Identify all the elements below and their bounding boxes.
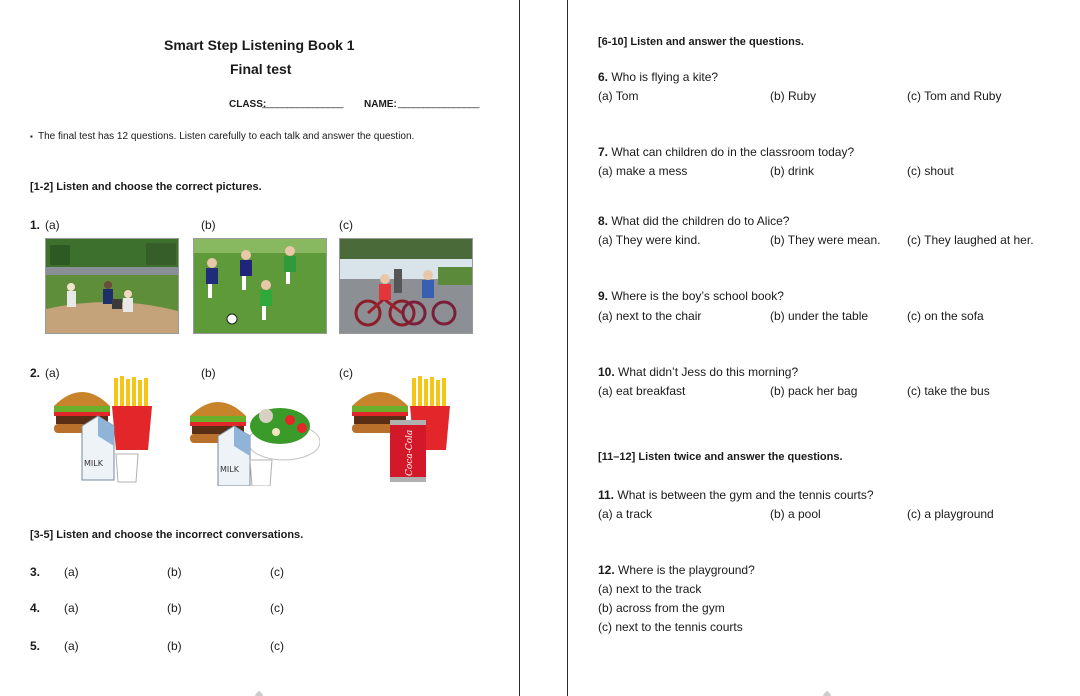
q10-option-c[interactable]: (c) take the bus [907, 384, 990, 398]
question-number-4: 4. [30, 601, 41, 615]
q10-option-a[interactable]: (a) eat breakfast [598, 384, 686, 398]
question-6-text: Who is flying a kite? [611, 70, 719, 84]
question-12 [598, 563, 755, 577]
question-number-10: 10. [598, 365, 615, 379]
salad-icon [248, 408, 320, 460]
question-7-text: What can children do in the classroom today? [611, 145, 855, 159]
section-heading-6-10: [6-10] Listen and answer the questions. [598, 36, 804, 48]
question-number-6: 6. [598, 70, 609, 84]
milk-carton-icon [82, 416, 114, 480]
page-marker-icon [823, 691, 831, 696]
question-number-12: 12. [598, 563, 615, 577]
q11-option-c[interactable]: (c) a playground [907, 507, 994, 521]
svg-text:MILK: MILK [220, 465, 239, 474]
question-8-text: What did the children do to Alice? [611, 214, 790, 228]
q1-option-a[interactable]: (a) [45, 218, 60, 232]
q7-option-c[interactable]: (c) shout [907, 164, 954, 178]
question-number-3: 3. [30, 565, 41, 579]
burger-fries-milk-image[interactable] [52, 376, 184, 486]
question-number-11: 11. [598, 488, 615, 502]
q2-option-a[interactable]: (a) [45, 366, 60, 380]
question-number-7: 7. [598, 145, 609, 159]
page-marker-icon [255, 691, 263, 696]
q8-option-b[interactable]: (b) They were mean. [770, 233, 881, 247]
section-heading-1-2: [1-2] Listen and choose the correct pictures. [30, 181, 262, 193]
section-heading-11-12: [11–12] Listen twice and answer the questions. [598, 451, 843, 463]
page-divider-left [519, 0, 520, 696]
svg-text:Coca-Cola: Coca-Cola [405, 429, 415, 476]
q6-option-b[interactable]: (b) Ruby [770, 89, 817, 103]
q9-option-c[interactable]: (c) on the sofa [907, 309, 984, 323]
question-number-9: 9. [598, 289, 609, 303]
baseball-photo[interactable] [45, 238, 179, 334]
q6-option-a[interactable]: (a) Tom [598, 89, 639, 103]
q9-option-b[interactable]: (b) under the table [770, 309, 869, 323]
question-9-text: Where is the boy’s school book? [611, 289, 784, 303]
name-field[interactable]: ________________ [398, 98, 479, 109]
q7-option-a[interactable]: (a) make a mess [598, 164, 688, 178]
question-number-1: 1. [30, 218, 41, 232]
q4-option-c[interactable]: (c) [270, 601, 284, 615]
q2-option-c[interactable]: (c) [339, 366, 353, 380]
q11-option-b[interactable]: (b) a pool [770, 507, 821, 521]
soccer-photo[interactable] [193, 238, 327, 334]
q5-option-a[interactable]: (a) [64, 639, 79, 653]
q3-option-c[interactable]: (c) [270, 565, 284, 579]
q6-option-c[interactable]: (c) Tom and Ruby [907, 89, 1002, 103]
q9-option-a[interactable]: (a) next to the chair [598, 309, 702, 323]
burger-salad-milk-image[interactable] [188, 376, 320, 486]
class-label: CLASS: [229, 99, 267, 110]
question-number-5: 5. [30, 639, 41, 653]
section-heading-3-5: [3-5] Listen and choose the incorrect conversations. [30, 529, 304, 541]
q7-option-b[interactable]: (b) drink [770, 164, 815, 178]
milk-carton-icon [218, 426, 250, 486]
question-7 [598, 145, 854, 159]
fries-icon [112, 376, 152, 450]
question-9 [598, 289, 784, 303]
q10-option-b[interactable]: (b) pack her bag [770, 384, 858, 398]
q5-option-b[interactable]: (b) [167, 639, 182, 653]
q5-option-c[interactable]: (c) [270, 639, 284, 653]
page-title: Smart Step Listening Book 1 [164, 37, 355, 53]
q3-option-b[interactable]: (b) [167, 565, 182, 579]
question-10-text: What didn’t Jess do this morning? [618, 365, 799, 379]
bicycle-photo[interactable] [339, 238, 473, 334]
q1-option-c[interactable]: (c) [339, 218, 353, 232]
question-number-2: 2. [30, 366, 41, 380]
q8-option-a[interactable]: (a) They were kind. [598, 233, 701, 247]
question-12-text: Where is the playground? [618, 563, 755, 577]
intro-text: The final test has 12 questions. Listen carefully to each talk and answer the question. [38, 131, 415, 142]
question-6 [598, 70, 718, 84]
svg-text:MILK: MILK [84, 459, 103, 468]
class-field[interactable]: ________________ [262, 98, 343, 109]
q11-option-a[interactable]: (a) a track [598, 507, 653, 521]
q12-option-b[interactable]: (b) across from the gym [598, 601, 725, 615]
cola-can-icon [390, 420, 426, 482]
q12-option-a[interactable]: (a) next to the track [598, 582, 702, 596]
q4-option-a[interactable]: (a) [64, 601, 79, 615]
right-page [568, 0, 1080, 696]
question-number-8: 8. [598, 214, 609, 228]
question-11 [598, 488, 874, 502]
name-label: NAME: [364, 99, 397, 110]
q12-option-c[interactable]: (c) next to the tennis courts [598, 620, 743, 634]
q1-option-b[interactable]: (b) [201, 218, 216, 232]
page-subtitle: Final test [230, 61, 292, 77]
q4-option-b[interactable]: (b) [167, 601, 182, 615]
question-10 [598, 365, 798, 379]
q8-option-c[interactable]: (c) They laughed at her. [907, 233, 1034, 247]
bullet-icon: ▪ [30, 132, 33, 141]
question-8 [598, 214, 789, 228]
q2-option-b[interactable]: (b) [201, 366, 216, 380]
burger-fries-cola-image[interactable] [350, 376, 482, 486]
question-11-text: What is between the gym and the tennis courts? [617, 488, 874, 502]
left-page [0, 0, 519, 696]
q3-option-a[interactable]: (a) [64, 565, 79, 579]
